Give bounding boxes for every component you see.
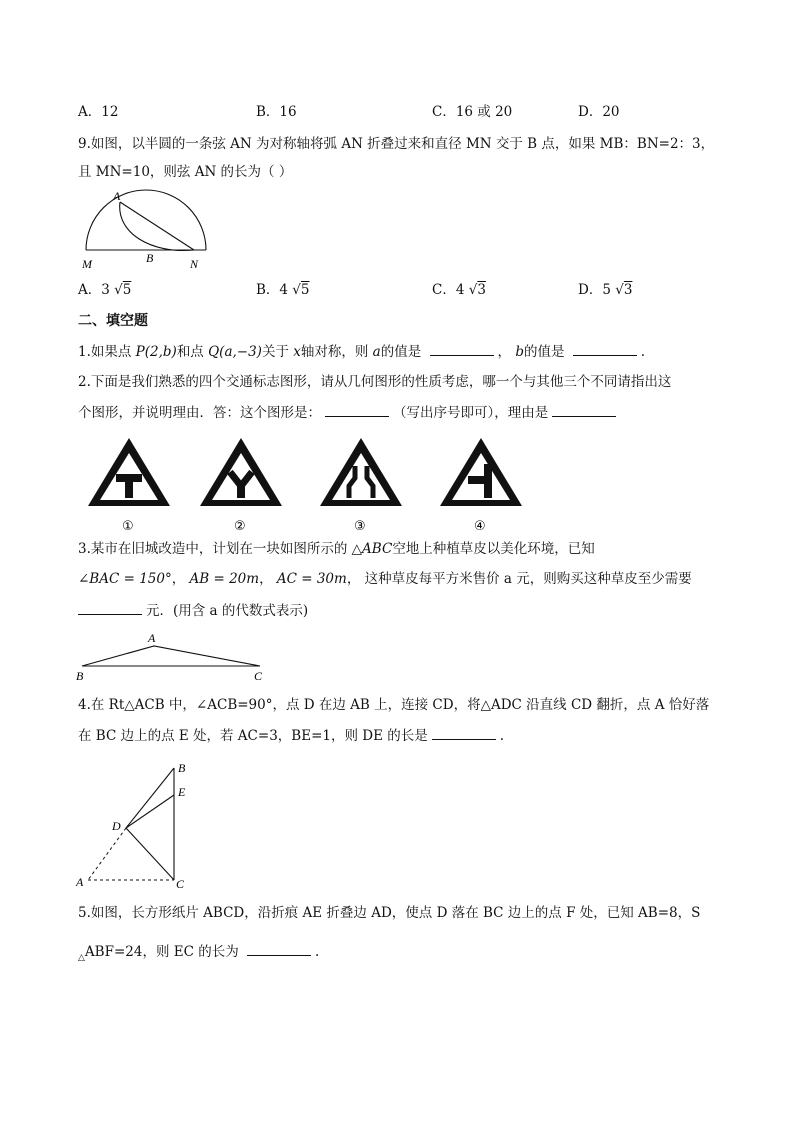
fill2-stem-line2: 个图形，并说明理由．答：这个图形是： （写出序号即可），理由是: [78, 402, 620, 423]
q9-option-c: C．4 √3: [432, 282, 486, 298]
sign-1-label: ①: [122, 519, 134, 534]
q9-stem-line1: 9.如图，以半圆的一条弦 AN 为对称轴将弧 AN 折叠过来和直径 MN 交于 B 点，如果 MB：BN=2：3，: [78, 136, 715, 152]
traffic-sign-4: [436, 434, 526, 534]
fill2-blank-number[interactable]: [325, 402, 389, 417]
q9-option-a: A．3 √5: [78, 282, 132, 298]
fill3-label-c: C: [254, 669, 263, 683]
sign-4-label: ④: [474, 519, 486, 534]
fill3-triangle-figure: [74, 630, 274, 683]
q9-stem-line2: 且 MN=10，则弦 AN 的长为（ ）: [78, 164, 293, 180]
fill3-stem-line3: 元．(用含 a 的代数式表示): [78, 600, 308, 621]
fill1-stem: 1.如果点 P(2,b)和点 Q(a,−3)关于 x轴对称，则 a的值是 ， b的值是 .: [78, 341, 645, 362]
fill3-label-b: B: [76, 669, 84, 683]
fill4-triangle-figure: [74, 758, 204, 891]
sign-3-label: ③: [354, 519, 366, 534]
q8-option-c: C．16 或 20: [432, 104, 513, 120]
fill4-label-d: D: [112, 819, 121, 833]
fill4-label-e: E: [178, 785, 186, 799]
fill4-label-c: C: [176, 877, 185, 891]
q8-option-a: A．12: [78, 104, 119, 120]
traffic-sign-3: [316, 434, 406, 534]
fill4-stem-line1: 4.在 Rt△ACB 中，∠ACB=90°，点 D 在边 AB 上，连接 CD，将△ADC 沿直线 CD 翻折，点 A 恰好落: [78, 697, 710, 713]
fill1-blank-a[interactable]: [430, 341, 494, 356]
q9-label-b: B: [146, 251, 154, 265]
fill3-stem-line1: 3.某市在旧城改造中，计划在一块如图所示的 △ABC空地上种植草皮以美化环境，已知: [78, 541, 595, 557]
traffic-sign-1: [84, 434, 174, 534]
q9-option-b: B．4 √5: [256, 282, 310, 298]
section-heading: 二、填空题: [78, 313, 148, 329]
q8-option-d: D．20: [578, 104, 620, 120]
traffic-sign-2: [196, 434, 286, 534]
fill3-blank[interactable]: [78, 600, 142, 615]
fill3-stem-line2: ∠BAC = 150°， AB = 20m， AC = 30m， 这种草皮每平方米售价 a 元，则购买这种草皮至少需要: [78, 571, 692, 587]
fill4-blank[interactable]: [432, 725, 496, 740]
fill1-blank-b[interactable]: [573, 341, 637, 356]
q9-semicircle-figure: [76, 188, 236, 273]
q9-label-n: N: [190, 257, 199, 271]
fill4-label-b: B: [178, 761, 186, 775]
fill3-label-a: A: [148, 631, 156, 645]
fill5-blank[interactable]: [247, 941, 311, 956]
q9-option-d: D．5 √3: [578, 282, 633, 298]
fill2-blank-reason[interactable]: [552, 402, 616, 417]
sign-2-label: ②: [234, 519, 246, 534]
fill5-stem-line1: 5.如图，长方形纸片 ABCD，沿折痕 AE 折叠边 AD，使点 D 落在 BC 边上的点 F 处，已知 AB=8，S: [78, 905, 701, 921]
fill2-stem-line1: 2.下面是我们熟悉的四个交通标志图形，请从几何图形的性质考虑，哪一个与其他三个不同请指出这: [78, 374, 672, 390]
fill4-stem-line2: 在 BC 边上的点 E 处，若 AC=3，BE=1，则 DE 的长是 .: [78, 725, 504, 746]
fill4-label-a: A: [76, 875, 84, 889]
q9-label-m: M: [82, 257, 92, 271]
fill5-stem-line2: $_\triangle$ABF=24，则 EC 的长为 .: [78, 941, 319, 968]
q8-option-b: B．16: [256, 104, 297, 120]
q9-label-a: A: [113, 189, 121, 203]
